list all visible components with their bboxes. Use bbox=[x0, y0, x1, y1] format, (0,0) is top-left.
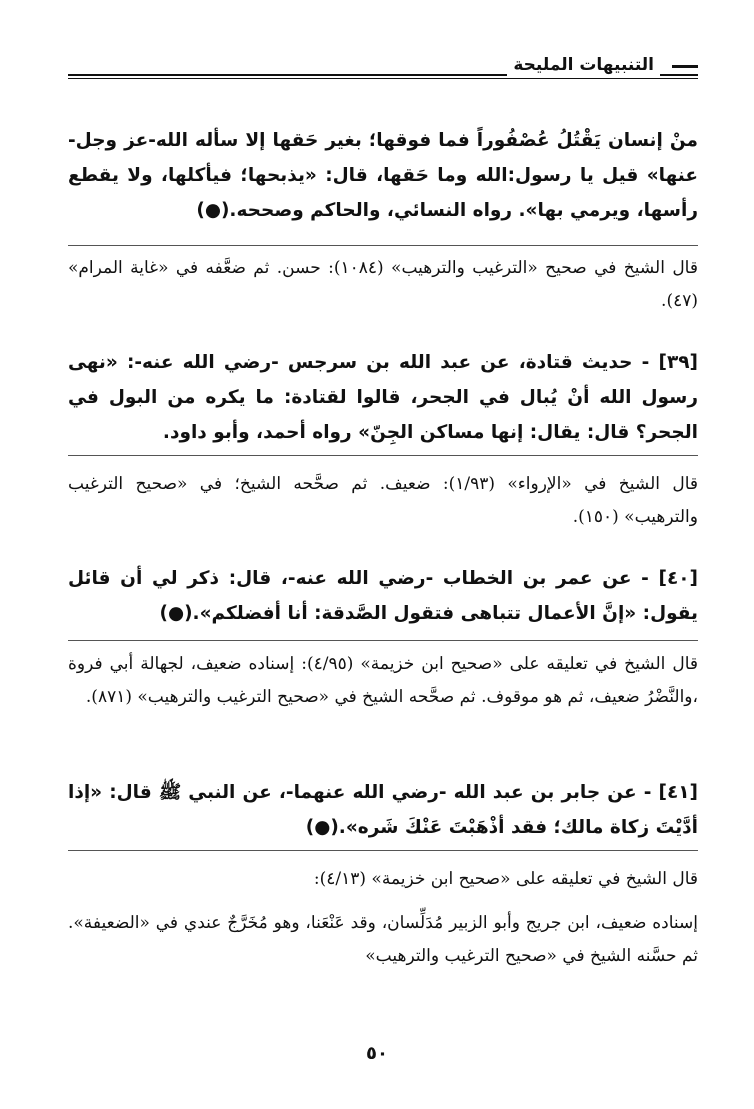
hadith-41: [٤١] - عن جابر بن عبد الله -رضي الله عنهما-، عن النبي ﷺ قال: «إذا أدَّيْتَ زكاة مالك؛ فقد أذْهَبْتَ عَنْكَ شَره».(●) bbox=[68, 782, 698, 838]
scholar-note-38: قال الشيخ في صحيح «الترغيب والترهيب» (١٠٨٤): حسن. ثم ضعَّفه في «غاية المرام» (٤٧). bbox=[68, 258, 698, 311]
divider bbox=[68, 850, 698, 851]
header-ornament bbox=[672, 65, 698, 68]
divider bbox=[68, 640, 698, 641]
hadith-40: [٤٠] - عن عمر بن الخطاب -رضي الله عنه-، قال: ذكر لي أن قائل يقول: «إنَّ الأعمال تتباهى فتقول الصَّدقة: أنا أفضلكم».(●) bbox=[68, 568, 698, 624]
header-title: التنبيهات المليحة bbox=[507, 54, 660, 76]
scholar-note-39: قال الشيخ في «الإرواء» (١/٩٣): ضعيف. ثم صحَّحه الشيخ؛ في «صحيح الترغيب والترهيب» (١٥٠). bbox=[68, 474, 699, 527]
scholar-note-40: قال الشيخ في تعليقه على «صحيح ابن خزيمة» (٤/٩٥): إسناده ضعيف، لجهالة أبي فروة ،والنَّضْرُ ضعيف، ثم هو موقوف. ثم صحَّحه الشيخ في «صحيح الترغيب والترهيب» (٨٧١). bbox=[68, 654, 698, 707]
scholar-note-41-body: إسناده ضعيف، ابن جريج وأبو الزبير مُدَلِّسان، وقد عَنْعَنا، وهو مُخَرَّجٌ عندي في «الضعيفة». ثم حسَّنه الشيخ في «صحيح الترغيب والترهيب» bbox=[68, 913, 699, 966]
hadith-38-continuation: منْ إنسان يَقْتُلُ عُصْفُوراً فما فوقها؛ بغير حَقها إلا سأله الله-عز وجل-عنها» قيل يا رسول:الله وما حَقها، قال: «يذبحها؛ فيأكلها، ولا يقطع رأسها، ويرمي بها». رواه النسائي، والحاكم وصححه.(●) bbox=[68, 130, 698, 221]
divider bbox=[68, 455, 698, 456]
hadith-39: [٣٩] - حديث قتادة، عن عبد الله بن سرجس -رضي الله عنه-: «نهى رسول الله أنْ يُبال في الجحر، قالوا لقتادة: ما يكره من البول في الجحر؟ قال: يقال: إنها مساكن الجِنّ» رواه أحمد، وأبو داود. bbox=[68, 352, 698, 443]
divider bbox=[68, 245, 698, 246]
page-number: ٥٠ bbox=[366, 1043, 388, 1064]
scholar-note-41-heading: قال الشيخ في تعليقه على «صحيح ابن خزيمة» (٤/١٣): bbox=[313, 869, 698, 889]
running-header bbox=[68, 54, 698, 78]
